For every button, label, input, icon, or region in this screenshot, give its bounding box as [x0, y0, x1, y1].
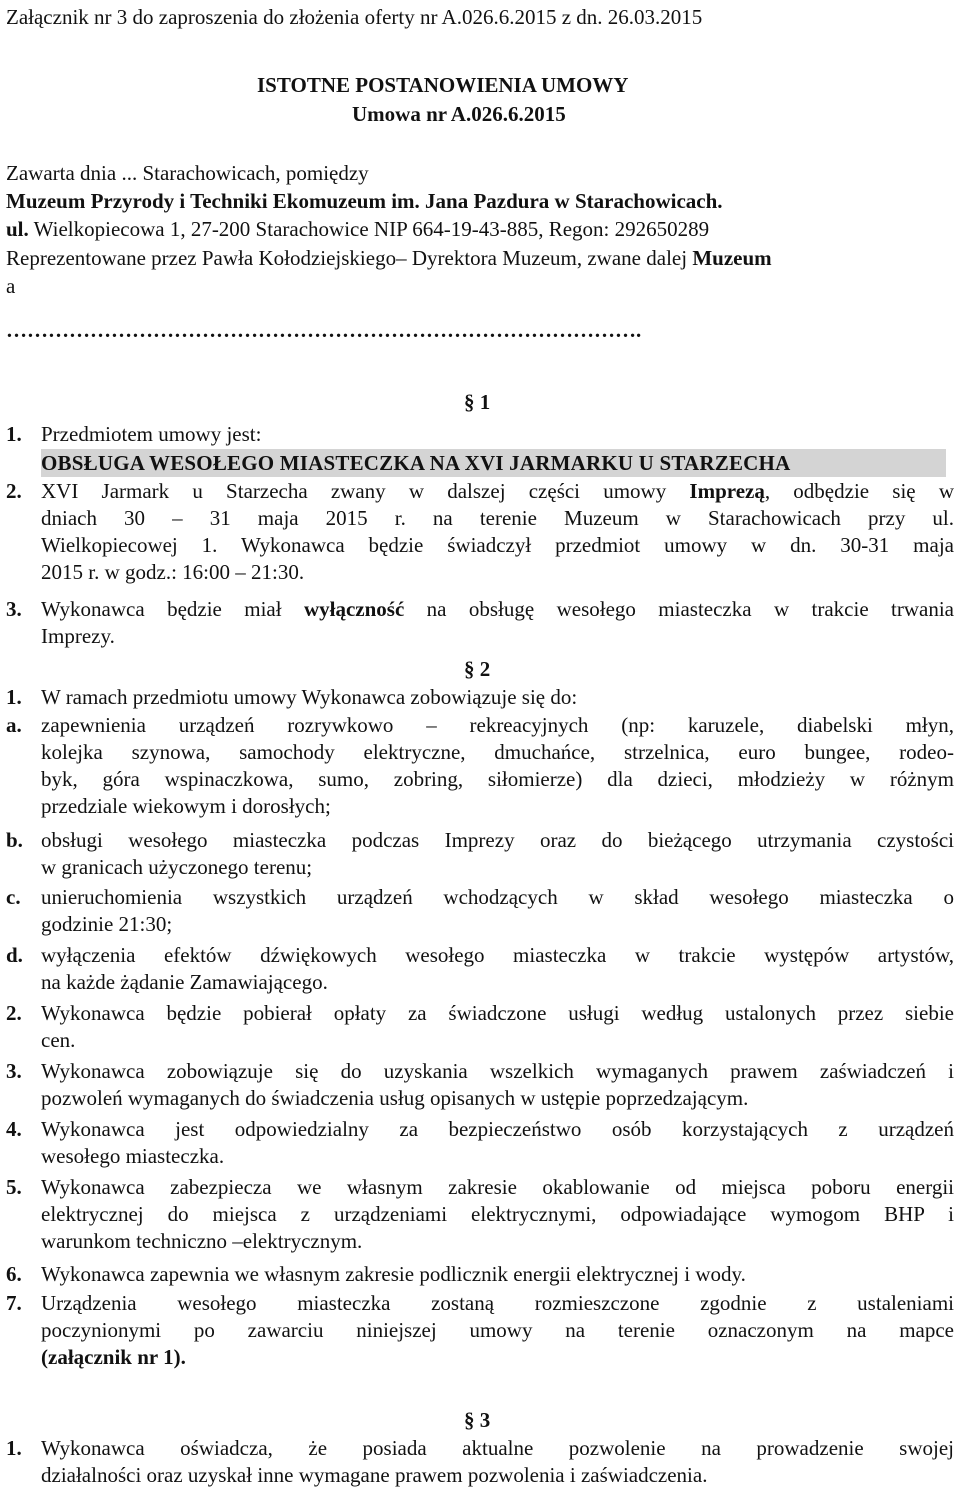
s1-item-1: [6, 421, 954, 448]
s3-item-1: [6, 1435, 954, 1489]
s2-item-c: [6, 884, 954, 938]
item-number: b.: [6, 828, 23, 852]
item-number: 2.: [6, 479, 22, 503]
section-1-heading: [464, 389, 490, 416]
item-line: Imprezy.: [41, 624, 115, 648]
item-number: 6.: [6, 1262, 22, 1286]
item-line: w granicach użyczonego terenu;: [41, 855, 313, 879]
item-text: Wykonawca będzie miał: [41, 597, 304, 621]
s2-item-1: [6, 684, 954, 711]
item-line: pozwoleń wymaganych do świadczenia usług opisanych w ustępie poprzedzającym.: [41, 1086, 749, 1110]
item-number: 3.: [6, 1059, 22, 1083]
item-text: , odbędzie się w: [764, 479, 954, 503]
section-3-heading: [464, 1407, 490, 1434]
item-line: Wielkopiecowej 1. Wykonawca będzie świadczył przedmiot umowy w dn. 30-31 maja: [41, 533, 954, 557]
item-line: cen.: [41, 1028, 76, 1052]
item-line: byk, góra wspinaczkowa, sumo, zobring, siłomierze) dla dzieci, młodzieży w różnym: [41, 767, 954, 791]
represented-bold: Muzeum: [692, 246, 772, 270]
section-number: 2: [479, 657, 491, 681]
item-number: 2.: [6, 1001, 22, 1025]
item-number: 5.: [6, 1175, 22, 1199]
item-line: na każde żądanie Zamawiającego.: [41, 970, 328, 994]
section-symbol: §: [464, 657, 475, 681]
address-text: Wielkopiecowa 1, 27-200 Starachowice NIP 664-19-43-885, Regon: 292650289: [28, 217, 710, 241]
item-line: wyłączenia efektów dźwiękowych wesołego miasteczka w trakcie występów artystów,: [41, 943, 954, 967]
item-number: 1.: [6, 422, 22, 446]
item-number: d.: [6, 943, 23, 967]
s2-item-3: [6, 1058, 954, 1112]
item-line: Wykonawca zabezpiecza we własnym zakresie okablowanie od miejsca poboru energii: [41, 1175, 954, 1199]
item-line: Wykonawca jest odpowiedzialny za bezpieczeństwo osób korzystających z urządzeń: [41, 1117, 954, 1141]
item-line: zapewnienia urządzeń rozrywkowo – rekreacyjnych (np: karuzele, diabelski młyn,: [41, 713, 954, 737]
item-line: [41, 478, 954, 505]
item-text: Przedmiotem umowy jest:: [41, 422, 262, 446]
s2-item-a: [6, 712, 954, 820]
item-line: przedziale wiekowym i dorosłych;: [41, 794, 331, 818]
s2-item-d: [6, 942, 954, 996]
item-line: unieruchomienia wszystkich urządzeń wchodzących w skład wesołego miasteczka o: [41, 885, 954, 909]
s2-item-6: [6, 1261, 954, 1288]
item-number: 4.: [6, 1117, 22, 1141]
item-line: godzinie 21:30;: [41, 912, 173, 936]
address-prefix: ul.: [6, 217, 29, 241]
item-line: warunkom techniczno –elektrycznym.: [41, 1229, 363, 1253]
item-line: wesołego miasteczka.: [41, 1144, 225, 1168]
item-line: Wykonawca oświadcza, że posiada aktualne pozwolenie na prowadzenie swojej: [41, 1436, 954, 1460]
s2-item-4: [6, 1116, 954, 1170]
item-number: 3.: [6, 597, 22, 621]
contractor-placeholder-dots: ……………………………………………………………………………….: [6, 318, 642, 342]
item-line: Wykonawca zapewnia we własnym zakresie podlicznik energii elektrycznej i wody.: [41, 1262, 746, 1286]
represented-text: Reprezentowane przez Pawła Kołodziejskiego– Dyrektora Muzeum, zwane dalej: [6, 246, 693, 270]
item-text-bold: wyłączność: [303, 597, 405, 621]
item-line: poczynionymi po zawarciu niniejszej umowy na terenie oznaczonym na mapce: [41, 1318, 954, 1342]
item-line: kolejka szynowa, samochody elektryczne, dmuchańce, strzelnica, euro bungee, rodeo-: [41, 740, 954, 764]
item-line: dniach 30 – 31 maja 2015 r. na terenie Muzeum w Starachowicach przy ul.: [41, 506, 954, 530]
item-line: 2015 r. w godz.: 16:00 – 21:30.: [41, 560, 305, 584]
document-title: ISTOTNE POSTANOWIENIA UMOWY: [257, 73, 629, 97]
item-number: 1.: [6, 685, 22, 709]
s2-item-b: [6, 827, 954, 881]
item-text-bold: Imprezą: [689, 479, 765, 503]
item-line: działalności oraz uzyskał inne wymagane prawem pozwolenia i zaświadczenia.: [41, 1463, 708, 1487]
contract-subject: OBSŁUGA WESOŁEGO MIASTECZKA NA XVI JARMARKU U STARZECHA: [41, 449, 946, 477]
s2-item-5: [6, 1174, 954, 1255]
item-line: (załącznik nr 1).: [41, 1345, 186, 1369]
museum-name: Muzeum Przyrody i Techniki Ekomuzeum im. Jana Pazdura w Starachowicach.: [6, 189, 723, 213]
s1-item-3: [6, 596, 954, 650]
section-number: 3: [479, 1408, 491, 1432]
item-number: 7.: [6, 1291, 22, 1315]
s1-item-2: [6, 478, 954, 586]
item-line: Wykonawca będzie pobierał opłaty za świadczone usługi według ustalonych przez siebie: [41, 1001, 954, 1025]
section-symbol: §: [464, 390, 475, 414]
represented-line: [6, 245, 772, 272]
item-line: Urządzenia wesołego miasteczka zostaną rozmieszczone zgodnie z ustaleniami: [41, 1291, 954, 1315]
section-2-heading: [464, 656, 490, 683]
item-line: [41, 596, 954, 623]
item-line: elektrycznej do miejsca z urządzeniami elektrycznymi, odpowiadające wymogom BHP i: [41, 1202, 954, 1226]
concluded-line: Zawarta dnia ... Starachowicach, pomiędzy: [6, 161, 369, 185]
contract-number: Umowa nr A.026.6.2015: [352, 102, 566, 126]
item-text: W ramach przedmiotu umowy Wykonawca zobowiązuje się do:: [41, 685, 578, 709]
s2-item-2: [6, 1000, 954, 1054]
attachment-line: Załącznik nr 3 do zaproszenia do złożenia oferty nr A.026.6.2015 z dn. 26.03.2015: [6, 5, 703, 29]
and-word: a: [6, 274, 16, 298]
item-line: Wykonawca zobowiązuje się do uzyskania wszelkich wymaganych prawem zaświadczeń i: [41, 1059, 954, 1083]
item-text: na obsługę wesołego miasteczka w trakcie trwania: [404, 597, 954, 621]
address-line: [6, 216, 709, 243]
s2-item-7: [6, 1290, 954, 1371]
item-line: obsługi wesołego miasteczka podczas Imprezy oraz do bieżącego utrzymania czystości: [41, 828, 954, 852]
section-number: 1: [479, 390, 491, 414]
item-number: c.: [6, 885, 21, 909]
section-symbol: §: [464, 1408, 475, 1432]
item-text: XVI Jarmark u Starzecha zwany w dalszej części umowy: [41, 479, 690, 503]
item-number: 1.: [6, 1436, 22, 1460]
item-number: a.: [6, 713, 22, 737]
